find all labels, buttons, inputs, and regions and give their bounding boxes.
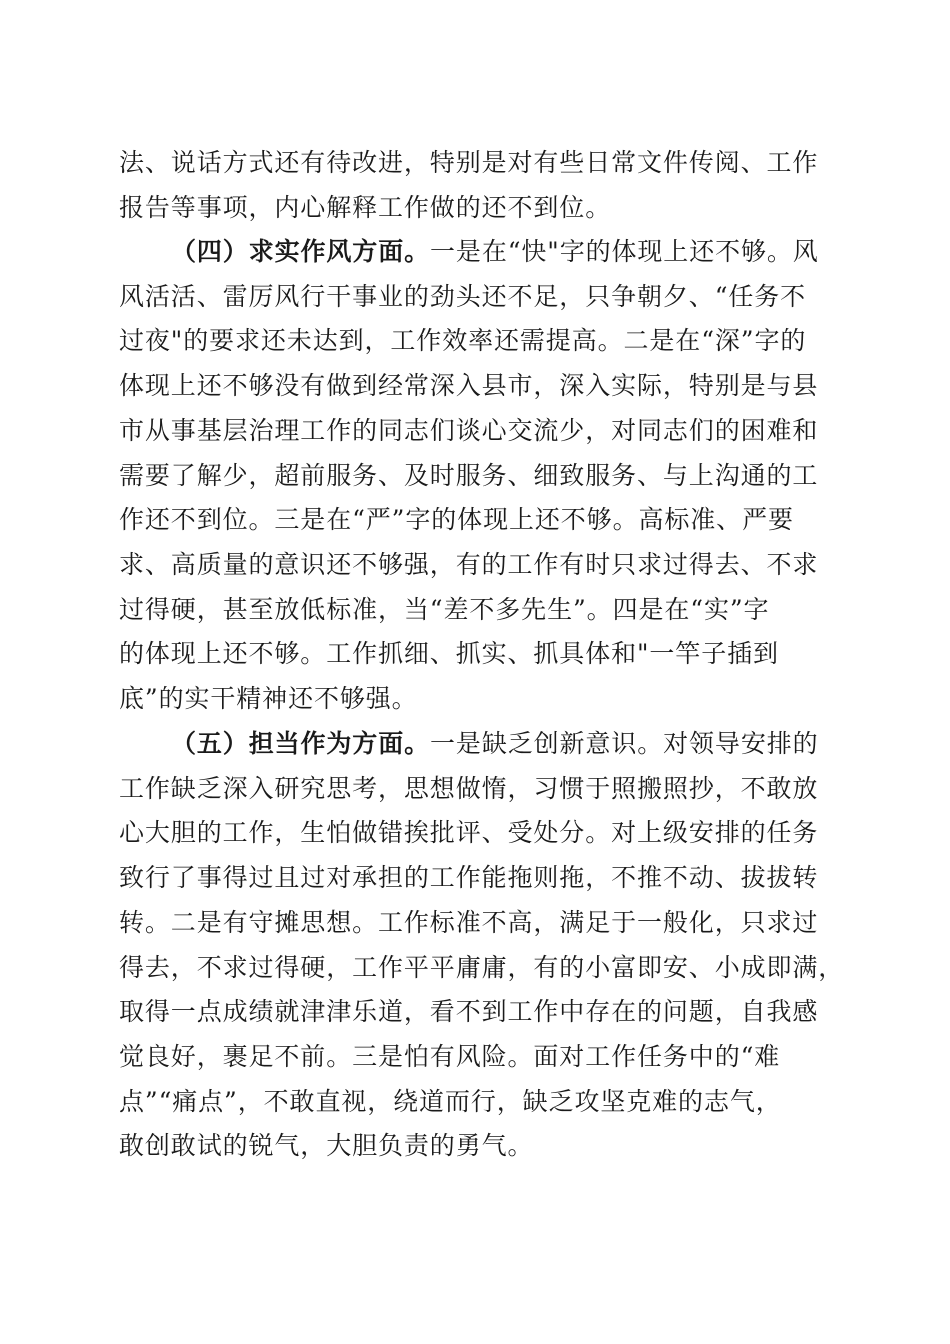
paragraph-4 (119, 230, 831, 722)
text-line: 法、说话方式还有待改进，特别是对有些日常文件传阅、工作 (119, 148, 819, 177)
text-line: 报告等事项，内心解释工作做的还不到位。 (119, 192, 612, 222)
paragraph-5 (119, 722, 845, 1169)
text-line: 取得一点成绩就津津乐道，看不到工作中存在的问题，自我感 (119, 997, 819, 1027)
text-line: 敢创敢试的锐气，大胆负责的勇气。 (119, 1131, 534, 1161)
text-line: 作还不到位。三是在“严”字的体现上还不够。高标准、严要 (119, 505, 794, 535)
text-line: 过夜"的要求还未达到，工作效率还需提高。二是在“深”字的 (119, 326, 807, 356)
text-line: 过得硬，甚至放低标准，当“差不多先生”。四是在“实”字 (119, 594, 770, 624)
text-line: 求、高质量的意识还不够强，有的工作有时只求过得去、不求 (119, 549, 819, 579)
text-line: 需要了解少，超前服务、及时服务、细致服务、与上沟通的工 (119, 460, 819, 490)
text-line: 市从事基层治理工作的同志们谈心交流少，对同志们的困难和 (119, 415, 819, 445)
text-line: 风活活、雷厉风行干事业的劲头还不足，只争朝夕、“任务不 (119, 281, 807, 311)
paragraph-4-first-line (119, 230, 831, 275)
paragraph-4-first-line-text: 一是在“快"字的体现上还不够。风 (430, 237, 819, 266)
paragraph-continued (119, 141, 831, 230)
text-line: 体现上还不够没有做到经常深入县市，深入实际，特别是与县 (119, 371, 819, 401)
paragraph-4-heading: （四）求实作风方面。 (171, 237, 431, 266)
paragraph-5-first-line (119, 722, 831, 767)
text-line: 底”的实干精神还不够强。 (119, 684, 418, 714)
text-line: 的体现上还不够。工作抓细、抓实、抓具体和"一竿子插到 (119, 639, 779, 669)
text-line: 觉良好，裹足不前。三是怕有风险。面对工作任务中的“难 (119, 1041, 781, 1071)
text-line: 点”“痛点”，不敢直视，绕道而行，缺乏攻坚克难的志气， (119, 1086, 782, 1116)
text-line: 转。二是有守摊思想。工作标准不高，满足于一般化，只求过 (119, 907, 819, 937)
text-line: 工作缺乏深入研究思考，思想做惰，习惯于照搬照抄，不敢放 (119, 773, 819, 803)
text-line: 心大胆的工作，生怕做错挨批评、受处分。对上级安排的任务 (119, 818, 819, 848)
paragraph-5-first-line-text: 一是缺乏创新意识。对领导安排的 (430, 729, 819, 758)
text-line: 得去，不求过得硬，工作平平庸庸，有的小富即安、小成即满， (119, 952, 845, 982)
paragraph-5-heading: （五）担当作为方面。 (171, 729, 431, 758)
text-line: 致行了事得过且过对承担的工作能拖则拖，不推不动、拔拔转 (119, 863, 819, 893)
